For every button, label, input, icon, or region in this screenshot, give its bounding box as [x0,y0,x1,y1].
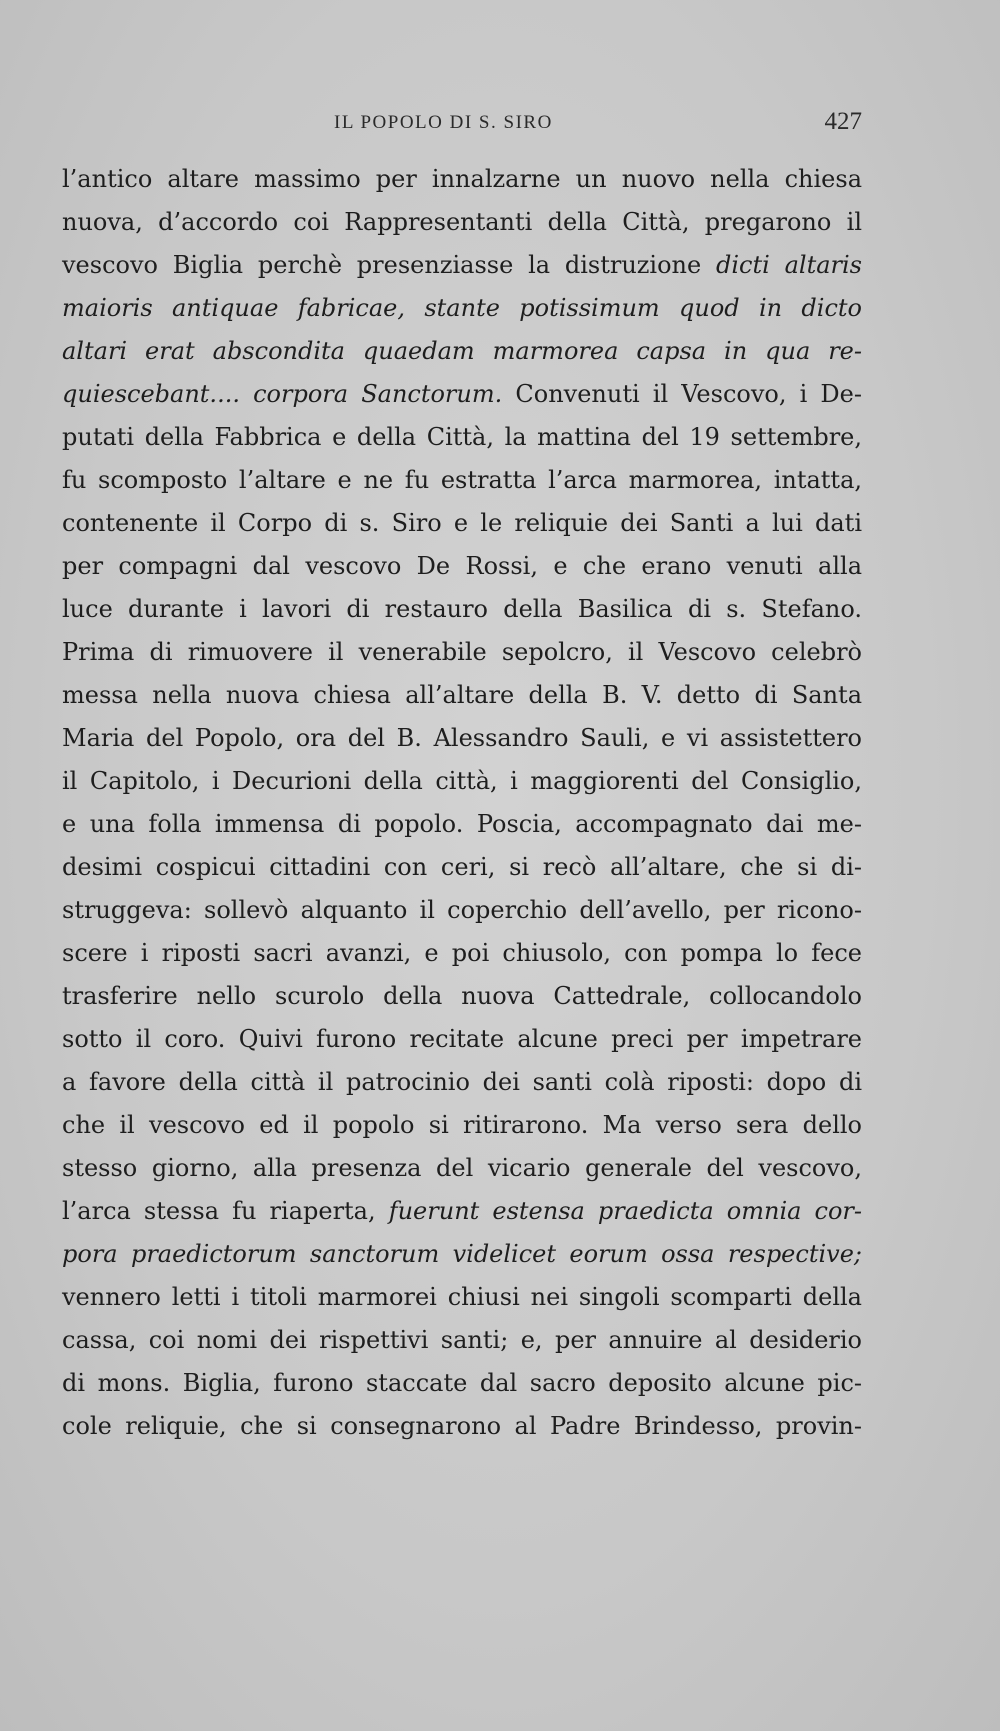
text-line [62,717,862,760]
text-line [62,459,862,502]
text-line [62,1405,862,1448]
text-line [62,158,862,201]
text-line [62,932,862,975]
text-line [62,975,862,1018]
text-line [62,1061,862,1104]
text-segment: per compagni dal vescovo De Rossi, e che erano venuti alla [62,552,862,580]
text-line [62,502,862,545]
text-line [62,846,862,889]
text-line [62,416,862,459]
text-segment: struggeva: sollevò alquanto il coperchio dell’avello, per ricono- [62,896,862,924]
text-segment: sotto il coro. Quivi furono recitate alcune preci per impetrare [62,1025,862,1053]
text-segment: vennero letti i titoli marmorei chiusi nei singoli scomparti della [62,1283,862,1311]
latin-quotation: fuerunt estensa praedicta omnia cor- [388,1197,862,1225]
text-segment: Prima di rimuovere il venerabile sepolcro, il Vescovo celebrò [62,638,862,666]
text-line [62,803,862,846]
text-line [62,588,862,631]
latin-quotation: quiescebant.... corpora Sanctorum. [62,380,503,408]
text-segment: di mons. Biglia, furono staccate dal sacro deposito alcune pic- [62,1369,862,1397]
text-line [62,1362,862,1405]
text-segment: contenente il Corpo di s. Siro e le reliquie dei Santi a lui dati [62,509,862,537]
text-segment: trasferire nello scurolo della nuova Cattedrale, collocandolo [62,982,862,1010]
text-segment: Convenuti il Vescovo, i De- [502,380,862,408]
text-segment: putati della Fabbrica e della Città, la mattina del 19 settembre, [62,423,862,451]
latin-quotation: altari erat abscondita quaedam marmorea capsa in qua re- [62,337,862,365]
text-segment: scere i riposti sacri avanzi, e poi chiusolo, con pompa lo fece [62,939,862,967]
text-segment: che il vescovo ed il popolo si ritirarono. Ma verso sera dello [62,1111,862,1139]
text-segment: stesso giorno, alla presenza del vicario generale del vescovo, [62,1154,862,1182]
text-segment: luce durante i lavori di restauro della Basilica di s. Stefano. [62,595,862,623]
text-line [62,287,862,330]
latin-quotation: maioris antiquae fabricae, stante potissimum quod in dicto [62,294,862,322]
text-line [62,330,862,373]
text-line [62,889,862,932]
running-head: IL POPOLO DI S. SIRO [334,112,553,133]
text-line [62,1233,862,1276]
text-line [62,674,862,717]
text-line [62,1276,862,1319]
text-line [62,373,862,416]
text-line [62,545,862,588]
text-segment: il Capitolo, i Decurioni della città, i maggiorenti del Consiglio, [62,767,862,795]
text-segment: Maria del Popolo, ora del B. Alessandro Sauli, e vi assistettero [62,724,862,752]
text-segment: l’antico altare massimo per innalzarne un nuovo nella chiesa [62,165,862,193]
text-segment: fu scomposto l’altare e ne fu estratta l’arca marmorea, intatta, [62,466,862,494]
text-segment: vescovo Biglia perchè presenziasse la distruzione [62,251,716,279]
text-line [62,244,862,287]
text-segment: desimi cospicui cittadini con ceri, si recò all’altare, che si di- [62,853,862,881]
text-segment: cassa, coi nomi dei rispettivi santi; e, per annuire al desiderio [62,1326,862,1354]
text-segment: a favore della città il patrocinio dei santi colà riposti: dopo di [62,1068,862,1096]
text-line [62,631,862,674]
body-text [62,158,862,1448]
text-line [62,1190,862,1233]
text-line [62,1018,862,1061]
text-line [62,201,862,244]
page-number: 427 [824,108,862,135]
text-segment: e una folla immensa di popolo. Poscia, accompagnato dai me- [62,810,862,838]
text-segment: nuova, d’accordo coi Rappresentanti della Città, pregarono il [62,208,862,236]
text-segment: messa nella nuova chiesa all’altare della B. V. detto di Santa [62,681,862,709]
text-line [62,760,862,803]
latin-quotation: pora praedictorum sanctorum videlicet eorum ossa respective; [62,1240,862,1268]
text-segment: cole reliquie, che si consegnarono al Padre Brindesso, provin- [62,1412,862,1440]
text-segment: l’arca stessa fu riaperta, [62,1197,389,1225]
page-header [62,108,862,142]
text-line [62,1147,862,1190]
text-line [62,1104,862,1147]
text-line [62,1319,862,1362]
latin-quotation: dicti altaris [716,251,862,279]
